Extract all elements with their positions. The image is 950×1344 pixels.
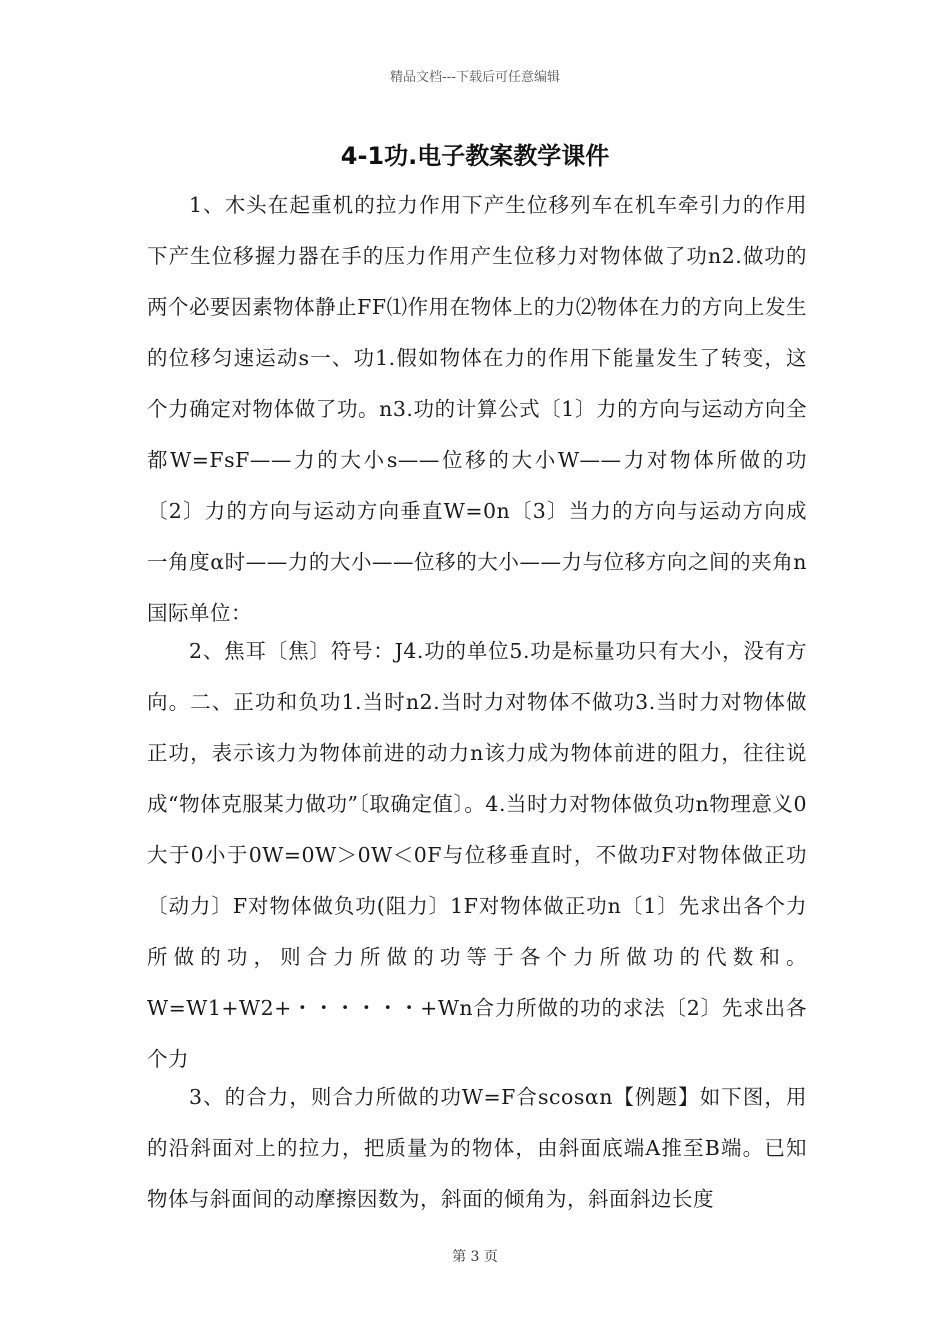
paragraph-3-text: 3、的合力，则合力所做的功W=F合scosαn【例题】如下图，用的沿斜面对上的拉力，把质量为的物体，由斜面底端A推至B端。已知物体与斜面间的动摩擦因数为，斜面的倾角为，斜面斜边长度	[147, 1085, 807, 1211]
paragraph-1-text: 1、木头在起重机的拉力作用下产生位移列车在机车牵引力的作用下产生位移握力器在手的压力作用产生位移力对物体做了功n2.做功的两个必要因素物体静止FF⑴作用在物体上的力⑵物体在力的方向上发生的位移匀速运动s一、功1.假如物体在力的作用下能量发生了转变，这个力确定对物体做了功。n3.功的计算公式〔1〕力的方向与运动方向全都W=FsF——力的大小s——位移的大小W——力对物体所做的功〔2〕力的方向与运动方向垂直W=0n〔3〕当力的方向与运动方向成一角度α时——力的大小——位移的大小——力与位移方向之间的夹角n国际单位：	[147, 193, 807, 625]
paragraph-1	[147, 180, 807, 639]
paragraph-3	[147, 1072, 807, 1225]
paragraph-2	[147, 626, 807, 1085]
page-header: 精品文档---下载后可任意编辑	[389, 70, 561, 85]
paragraph-2-text: 2、焦耳〔焦〕符号：J4.功的单位5.功是标量功只有大小，没有方向。二、正功和负功1.当时n2.当时力对物体不做功3.当时力对物体做正功，表示该力为物体前进的动力n该力成为物体前进的阻力，往往说成“物体克服某力做功”〔取确定值〕。4.当时力对物体做负功n物理意义0大于0小于0W=0W＞0W＜0F与位移垂直时，不做功F对物体做正功〔动力〕F对物体做负功(阻力〕1F对物体做正功n〔1〕先求出各个力所做的功，则合力所做的功等于各个力所做功的代数和。W=W1+W2+・・・・・・+Wn合力所做的功的求法〔2〕先求出各个力	[147, 639, 807, 1071]
document-title: 4-1功.电子教案教学课件	[340, 142, 610, 170]
page-number: 第 3 页	[452, 1249, 498, 1265]
